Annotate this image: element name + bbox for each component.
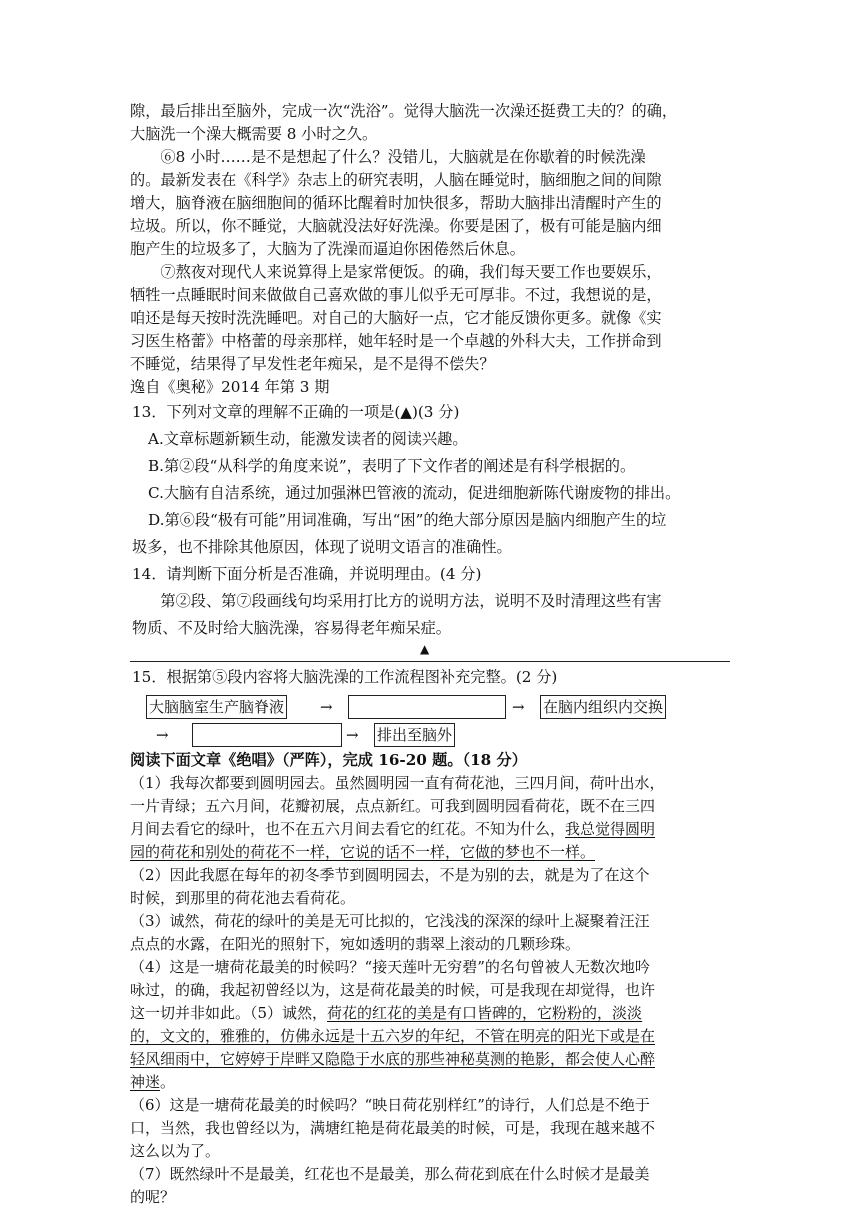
flow-box-discharge: 排出至脑外	[374, 723, 455, 747]
flow-box-exchange: 在脑内组织内交换	[540, 695, 666, 719]
question-14	[130, 561, 730, 664]
text-line: 口，当然，我也曾经以为，满塘红艳是荷花最美的时候，可是，我现在越来越不	[130, 1119, 656, 1137]
arrow-icon: →	[512, 698, 525, 716]
underlined-sentence: 轻风细雨中，它婷婷于岸畔又隐隐于水底的那些神秘莫测的艳影，都会使人心醉	[130, 1050, 656, 1068]
arrow-icon: →	[156, 726, 169, 744]
question-body-continued: 物质、不及时给大脑洗澡，容易得老年痴呆症。	[132, 619, 451, 637]
question-body: 第②段、第⑦段画线句均采用打比方的说明方法，说明不及时清理这些有害	[160, 592, 662, 610]
top-paragraph	[130, 100, 730, 146]
text-line: 隙，最后排出至脑外，完成一次“洗浴”。觉得大脑洗一次澡还挺费工夫的？的确，	[130, 102, 678, 120]
question-stem: 15．根据第⑤段内容将大脑洗澡的工作流程图补充完整。(2 分)	[132, 668, 558, 686]
text-line	[130, 818, 730, 841]
text-line: 不睡觉，结果得了早发性老年痴呆，是不是得不偿失？	[130, 355, 495, 373]
text-line: 点点的水露，在阳光的照射下，宛如透明的翡翠上滚动的几颗珍珠。	[130, 935, 581, 953]
text-line: 咱还是每天按时洗洗睡吧。对自己的大脑好一点，它才能反馈你更多。就像《实	[130, 309, 662, 327]
stem-text: 13．下列对文章的理解不正确的一项是(	[132, 403, 401, 421]
arrow-icon: →	[346, 726, 359, 744]
text-line: 这么以为了。	[130, 1142, 221, 1160]
text-line: 增大，脑脊液在脑细胞间的循环比醒着时加快很多，帮助大脑排出清醒时产生的	[130, 194, 662, 212]
question-15	[130, 664, 730, 749]
text-line: （6）这是一塘荷花最美的时候吗？“映日荷花别样红”的诗行，人们总是不绝于	[130, 1096, 650, 1114]
text-line: 一片青绿；五六月间，花瓣初展，点点新红。可我到圆明园看荷花，既不在三四	[130, 797, 656, 815]
score-text: )(3 分)	[411, 403, 460, 421]
flow-chart	[130, 693, 730, 749]
option-d-continued: 圾多，也不排除其他原因，体现了说明文语言的准确性。	[132, 538, 512, 556]
text-line: 时候，到那里的荷花池去看荷花。	[130, 889, 356, 907]
text-line: （4）这是一塘荷花最美的时候吗？“接天莲叶无穷碧”的名句曾被人无数次地吟	[130, 958, 650, 976]
arrow-icon: →	[320, 698, 333, 716]
text-line: 胞产生的垃圾多了，大脑为了洗澡而逼迫你困倦然后休息。	[130, 240, 525, 258]
text-line: 垃圾。所以，你不睡觉，大脑就没法好好洗澡。你要是困了，极有可能是脑内细	[130, 217, 662, 235]
question-13	[130, 399, 730, 561]
text-line: 牺牲一点睡眠时间来做做自己喜欢做的事儿似乎无可厚非。不过，我想说的是，	[130, 286, 662, 304]
answer-triangle-icon: ▲	[400, 403, 412, 421]
text-line: （1）我每次都要到圆明园去。虽然圆明园一直有荷花池，三四月间，荷叶出水，	[130, 774, 665, 792]
underlined-sentence: 园的荷花和别处的荷花不一样，它说的话不一样，它做的梦也不一样。	[130, 843, 596, 861]
option-c: C.大脑有自洁系统，通过加强淋巴管液的流动，促进细胞新陈代谢废物的排出。	[148, 484, 681, 502]
underlined-sentence: 荷花的红花的美是有口皆碑的，它粉粉的，淡淡	[327, 1004, 643, 1022]
flow-blank-1[interactable]	[348, 695, 506, 719]
reading-instructions: 阅读下面文章《绝唱》（严阵），完成 16-20 题。（18 分）	[130, 751, 527, 769]
answer-triangle-icon: ▲	[420, 642, 430, 656]
text-line: 习医生格蕾》中格蕾的母亲那样，她年轻时是一个卓越的外科大夫，工作拼命到	[130, 332, 662, 350]
text-span: 月间去看它的绿叶，也不在五六月间去看它的红花。不知为什么，	[130, 820, 566, 838]
text-line: 大脑洗一个澡大概需要 8 小时之久。	[130, 125, 378, 143]
option-a: A.文章标题新颖生动，能激发读者的阅读兴趣。	[148, 430, 468, 448]
paragraph-7	[130, 261, 730, 376]
flow-blank-2[interactable]	[192, 723, 342, 747]
text-line: （3）诚然，荷花的绿叶的美是无可比拟的，它浅浅的深深的绿叶上凝聚着汪汪	[130, 912, 650, 930]
text-line: 的。最新发表在《科学》杂志上的研究表明，人脑在睡觉时，脑细胞之间的间隙	[130, 171, 662, 189]
text-line	[130, 841, 730, 864]
question-stem	[132, 399, 730, 426]
text-line	[130, 1071, 730, 1094]
text-line: 的呢？	[130, 1188, 176, 1206]
source-citation: 逸自《奥秘》2014 年第 3 期	[130, 378, 330, 396]
underlined-sentence: 的，文文的，雅雅的，仿佛永远是十五六岁的年纪，不管在明亮的阳光下或是在	[130, 1027, 656, 1045]
text-line: ⑦熬夜对现代人来说算得上是家常便饭。的确，我们每天要工作也要娱乐，	[160, 263, 662, 281]
underlined-sentence: 神迷	[130, 1073, 161, 1091]
text-line	[130, 1002, 730, 1025]
article-jue-chang	[130, 772, 730, 1209]
text-line: （7）既然绿叶不是最美，红花也不是最美，那么荷花到底在什么时候才是最美	[130, 1165, 650, 1183]
option-b: B.第②段“从科学的角度来说”，表明了下文作者的阐述是有科学根据的。	[148, 457, 636, 475]
question-stem: 14．请判断下面分析是否准确，并说明理由。(4 分)	[132, 565, 482, 583]
answer-area[interactable]	[130, 642, 730, 664]
text-line: 咏过，的确，我起初曾经以为，这是荷花最美的时候，可是我现在却觉得，也许	[130, 981, 656, 999]
text-span: 。	[160, 1073, 176, 1091]
underlined-sentence: 我总觉得圆明	[565, 820, 656, 838]
text-span: 这一切并非如此。（5）诚然，	[130, 1004, 328, 1022]
text-line	[130, 1048, 730, 1071]
text-line: ⑥8 小时……是不是想起了什么？没错儿，大脑就是在你歇着的时候洗澡	[160, 148, 646, 166]
document-page	[130, 100, 730, 1209]
paragraph-6	[130, 146, 730, 261]
answer-rule	[130, 661, 730, 662]
text-line	[130, 1025, 730, 1048]
option-d: D.第⑥段“极有可能”用词准确，写出“困”的绝大部分原因是脑内细胞产生的垃	[148, 511, 667, 529]
text-line: （2）因此我愿在每年的初冬季节到圆明园去，不是为别的去，就是为了在这个	[130, 866, 650, 884]
flow-box-produce: 大脑脑室生产脑脊液	[146, 695, 287, 719]
